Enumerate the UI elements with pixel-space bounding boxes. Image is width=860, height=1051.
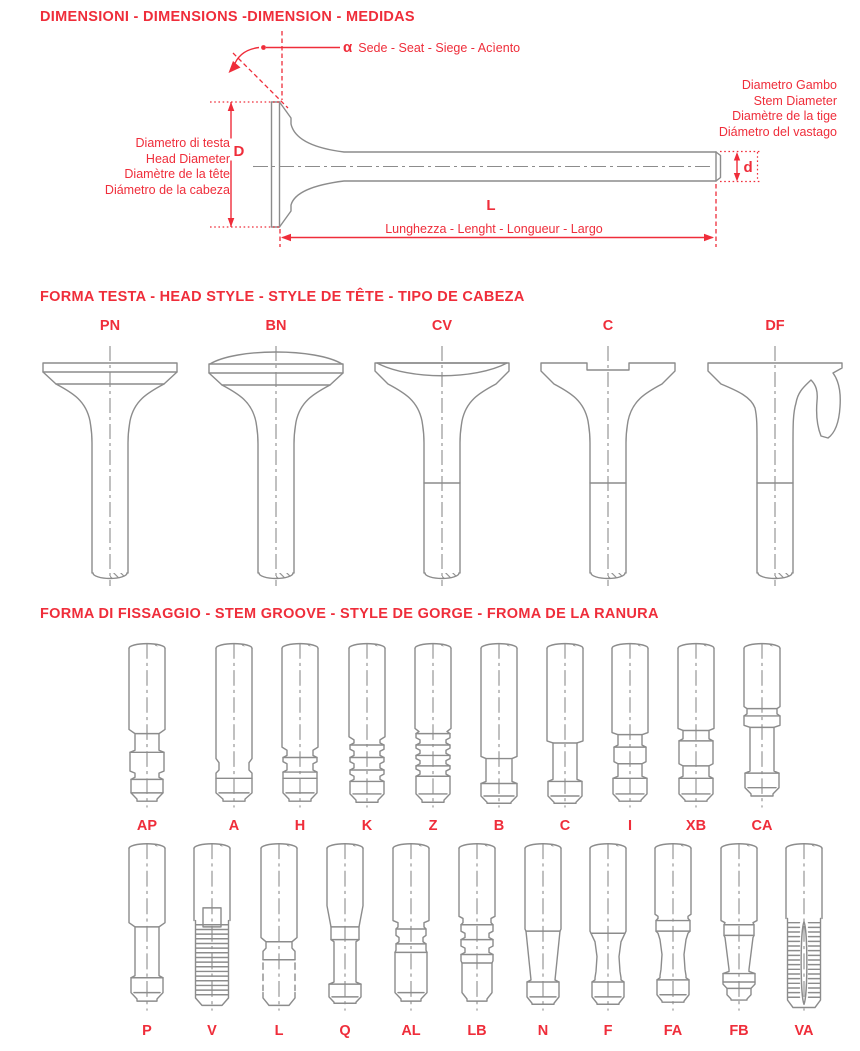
stem-groove-label: N xyxy=(537,1023,549,1039)
stem-groove-label: V xyxy=(207,1023,217,1039)
stem-groove-label: AP xyxy=(136,818,158,834)
stem-diameter-line: Stem Diameter xyxy=(753,93,837,108)
stem-groove-label: LB xyxy=(467,1023,487,1039)
stem-groove-label: AL xyxy=(401,1023,421,1039)
head-diameter-line: Diámetro de la cabeza xyxy=(104,182,230,197)
head-drawing-C xyxy=(541,346,675,586)
stem-diameter-label xyxy=(719,78,837,140)
stem-groove-label: C xyxy=(559,818,571,834)
stem-groove-label: XB xyxy=(685,818,707,834)
stem-drawing-AL xyxy=(393,843,429,1010)
stem-groove-label: A xyxy=(228,818,240,834)
stem-groove-label: B xyxy=(493,818,505,834)
stem-drawing-C xyxy=(547,643,583,807)
head-style-label: DF xyxy=(765,318,785,334)
stem-drawing-F xyxy=(590,843,626,1010)
seat-label xyxy=(343,39,520,56)
stem-groove-label: I xyxy=(627,818,633,834)
head-style-drawings xyxy=(0,333,860,601)
stem-groove-label: FB xyxy=(729,1023,749,1039)
stem-groove-label: FA xyxy=(663,1023,683,1039)
stem-diameter-line: Diamètre de la tige xyxy=(732,109,837,123)
stem-drawing-V xyxy=(194,843,230,1010)
stem-drawing-K xyxy=(349,643,385,807)
seat-angle-annotation xyxy=(229,31,341,108)
length-label: Lunghezza - Lenght - Longueur - Largo xyxy=(385,222,603,236)
stem-drawing-AP xyxy=(129,643,165,807)
dimension-d-symbol: d xyxy=(743,159,753,176)
section-title-stem-groove: FORMA DI FISSAGGIO - STEM GROOVE - STYLE DE GORGE - FROMA DE LA RANURA xyxy=(40,606,659,622)
head-style-label: C xyxy=(602,318,614,334)
head-style-label: PN xyxy=(99,318,121,334)
stem-drawing-P xyxy=(129,843,165,1010)
section-title-dimensions: DIMENSIONI - DIMENSIONS -DIMENSION - MEDIDAS xyxy=(40,9,415,25)
stem-drawing-FB xyxy=(721,843,757,1010)
stem-drawing-CA xyxy=(744,643,780,807)
head-drawing-BN xyxy=(209,346,343,586)
stem-groove-row2-drawings xyxy=(0,840,860,1020)
stem-drawing-VA xyxy=(786,843,822,1010)
head-drawing-CV xyxy=(375,346,509,586)
valve-outline xyxy=(272,102,721,227)
stem-drawing-A xyxy=(216,643,252,807)
stem-groove-label: CA xyxy=(751,818,773,834)
stem-drawing-Z xyxy=(415,643,451,807)
stem-groove-row1-drawings xyxy=(0,640,860,818)
head-diameter-line: Diamètre de la tête xyxy=(124,167,230,181)
stem-drawing-N xyxy=(525,843,561,1010)
stem-groove-label: K xyxy=(361,818,373,834)
head-drawing-DF xyxy=(708,346,842,586)
head-style-label: BN xyxy=(265,318,287,334)
stem-drawing-XB xyxy=(678,643,714,807)
head-diameter-label xyxy=(105,136,230,198)
seat-label-text: Sede - Seat - Siege - Acìento xyxy=(358,41,521,55)
head-drawing-PN xyxy=(43,346,177,586)
stem-drawing-L xyxy=(261,843,297,1010)
stem-diameter-line: Diametro Gambo xyxy=(741,78,837,92)
head-diameter-line: Head Diameter xyxy=(145,151,230,166)
stem-drawing-LB xyxy=(459,843,495,1010)
stem-diameter-line: Diámetro del vastago xyxy=(718,124,837,139)
dimension-d xyxy=(720,152,760,182)
stem-groove-label: Q xyxy=(339,1023,351,1039)
stem-groove-label: P xyxy=(142,1023,152,1039)
stem-groove-label: H xyxy=(294,818,306,834)
head-diameter-line: Diametro di testa xyxy=(135,136,230,150)
stem-groove-label: F xyxy=(603,1023,613,1039)
stem-drawing-H xyxy=(282,643,318,807)
dimension-D-symbol: D xyxy=(233,143,245,160)
stem-drawing-FA xyxy=(655,843,691,1010)
section-title-head-style: FORMA TESTA - HEAD STYLE - STYLE DE TÊTE - TIPO DE CABEZA xyxy=(40,289,525,305)
stem-drawing-I xyxy=(612,643,648,807)
dimension-L xyxy=(280,184,716,247)
stem-groove-label: L xyxy=(274,1023,284,1039)
stem-drawing-B xyxy=(481,643,517,807)
stem-groove-label: VA xyxy=(794,1023,814,1039)
alpha-symbol: α xyxy=(343,39,353,56)
stem-drawing-Q xyxy=(327,843,363,1010)
stem-groove-label: Z xyxy=(428,818,438,834)
head-style-label: CV xyxy=(431,318,453,334)
dimension-L-symbol: L xyxy=(486,197,496,214)
